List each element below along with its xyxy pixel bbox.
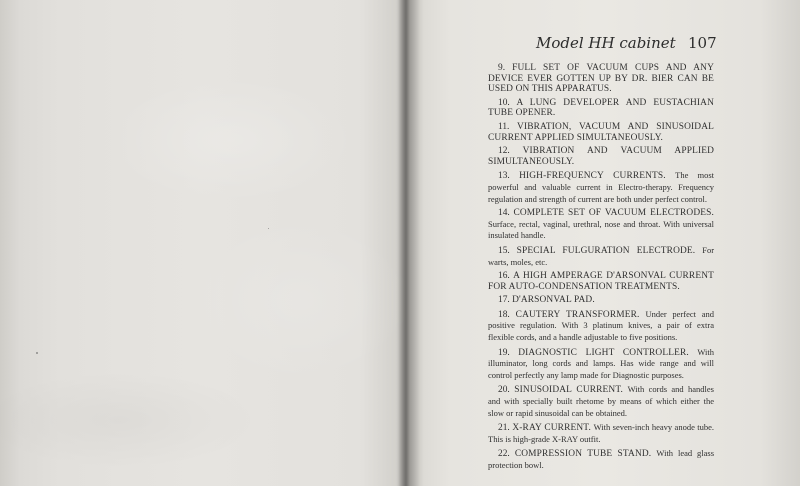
list-item: 16. A HIGH AMPERAGE D'ARSONVAL CURRENT FOR AUTO-CONDENSATION TREATMENTS.	[488, 271, 714, 292]
running-title: Model HH cabinet	[536, 34, 676, 52]
list-item: 14. COMPLETE SET OF VACUUM ELECTRODES. Surface, rectal, vaginal, urethral, nose and throat. With universal insulated handle.	[488, 208, 715, 241]
list-item: 15. SPECIAL FULGURATION ELECTRODE. For warts, moles, etc.	[488, 244, 715, 267]
page-header	[410, 34, 717, 58]
list-item: 21. X-RAY CURRENT. With seven-inch heavy anode tube. This is high-grade X-RAY outfit.	[488, 422, 715, 444]
list-item: 13. HIGH-FREQUENCY CURRENTS. The most powerful and valuable current in Electro-therapy. Frequency regulation and strength of current are both under perfect control.	[488, 170, 714, 204]
paper-speck	[268, 228, 269, 229]
list-item: 19. DIAGNOSTIC LIGHT CONTROLLER. With illuminator, long cords and lamps. Has wide range and will control perfectly any lamp made for Diagnostic purposes.	[488, 346, 714, 380]
list-item: 18. CAUTERY TRANSFORMER. Under perfect and positive regulation. With 3 platinum knives, a pair of extra flexible cords, and a handle adjustable to five positions.	[488, 308, 714, 343]
feature-list	[488, 63, 714, 475]
list-item: 17. D'ARSONVAL PAD.	[498, 295, 595, 306]
page-number: 107	[688, 34, 717, 52]
right-page	[410, 0, 800, 486]
paper-speck	[36, 352, 38, 354]
list-item: 11. VIBRATION, VACUUM AND SINUSOIDAL CURRENT APPLIED SIMULTANEOUSLY.	[488, 121, 714, 143]
list-item: 12. VIBRATION AND VACUUM APPLIED SIMULTANEOUSLY.	[488, 146, 715, 167]
list-item: 9. FULL SET OF VACUUM CUPS AND ANY DEVICE EVER GOTTEN UP BY DR. BIER CAN BE USED ON THIS APPARATUS.	[488, 63, 714, 95]
list-item: 10. A LUNG DEVELOPER AND EUSTACHIAN TUBE OPENER.	[488, 97, 715, 119]
list-item: 20. SINUSOIDAL CURRENT. With cords and handles and with specially built rhetome by means of which either the slow or rapid sinusoidal can be obtained.	[488, 384, 714, 418]
list-item: 22. COMPRESSION TUBE STAND. With lead glass protection bowl.	[488, 448, 714, 470]
